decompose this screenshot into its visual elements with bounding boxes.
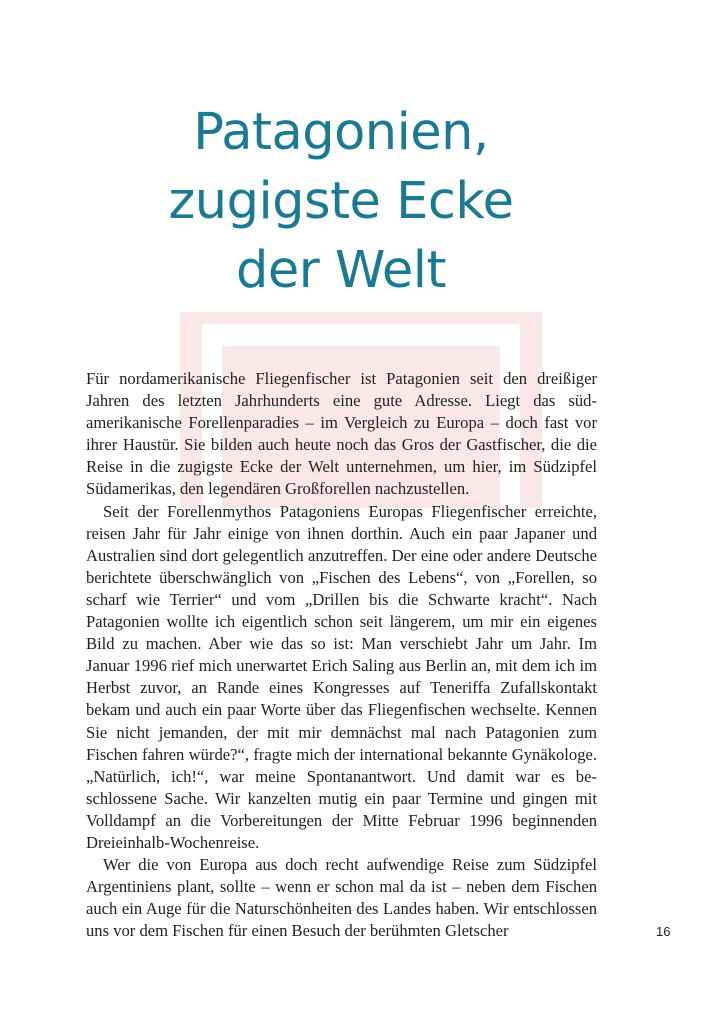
body-text <box>86 368 597 942</box>
chapter-title-line-3: der Welt <box>236 241 446 300</box>
chapter-title-line-2: zugigste Ecke <box>168 172 514 231</box>
paragraph-1: Für nordamerikanische Fliegenfischer ist Patagonien seit den dreißiger Jahren des letzten Jahrhunderts eine gute Adresse. Liegt das südamerikanische Forellenparadies – im Vergleich zu Europa – doch fast vor ihrer Haustür. Sie bilden auch heute noch das Gros der Gastfischer, die die Reise in die zugigste Ecke der Welt unternehmen, um hier, im Südzipfel Südamerikas, den legendären Großforellen nachzustellen. <box>86 369 597 499</box>
paragraph-2: Seit der Forellenmythos Patagoniens Europas Fliegenfischer erreichte, reisen Jahr für Jahr einige von ihnen dorthin. Auch ein paar Japaner und Australien sind dort gelegentlich anzutreffen. Der eine oder andere Deutsche berichtete überschwänglich von „Fischen des Lebens“, von „Forellen, so scharf wie Terrier“ und vom „Drillen bis die Schwarte kracht“. Nach Patagonien wollte ich eigentlich schon seit längerem, um mir ein eigenes Bild zu machen. Aber wie das so ist: Man verschiebt Jahr um Jahr. Im Januar 1996 rief mich unerwartet Erich Saling aus Berlin an, mit dem ich im Herbst zuvor, an Rande eines Kongresses auf Teneriffa Zufallskontakt bekam und auch ein paar Worte über das Fliegenfischen wechselte. Kennen Sie nicht jemanden, der mit mir demnächst mal nach Patagonien zum Fischen fahren würde?“, fragte mich der international bekannte Gynäkologe. „Natürlich, ich!“, war meine Spontanantwort. Und damit war es beschlossene Sache. Wir kanzelten mutig ein paar Termine und gingen mit Volldampf an die Vorbereitungen der Mitte Februar 1996 beginnenden Dreieinhalb-Wochenreise. <box>86 501 597 852</box>
paragraph-3: Wer die von Europa aus doch recht aufwendige Reise zum Südzipfel Argentiniens plant, sollte – wenn er schon mal da ist – neben dem Fischen auch ein Auge für die Naturschönheiten des Landes haben. Wir entschlossen uns vor dem Fischen für einen Besuch der berühmten Gletscher <box>86 855 597 941</box>
page-number: 16 <box>656 924 671 939</box>
chapter-title-line-1: Patagonien, <box>193 103 489 162</box>
chapter-title <box>60 98 622 305</box>
